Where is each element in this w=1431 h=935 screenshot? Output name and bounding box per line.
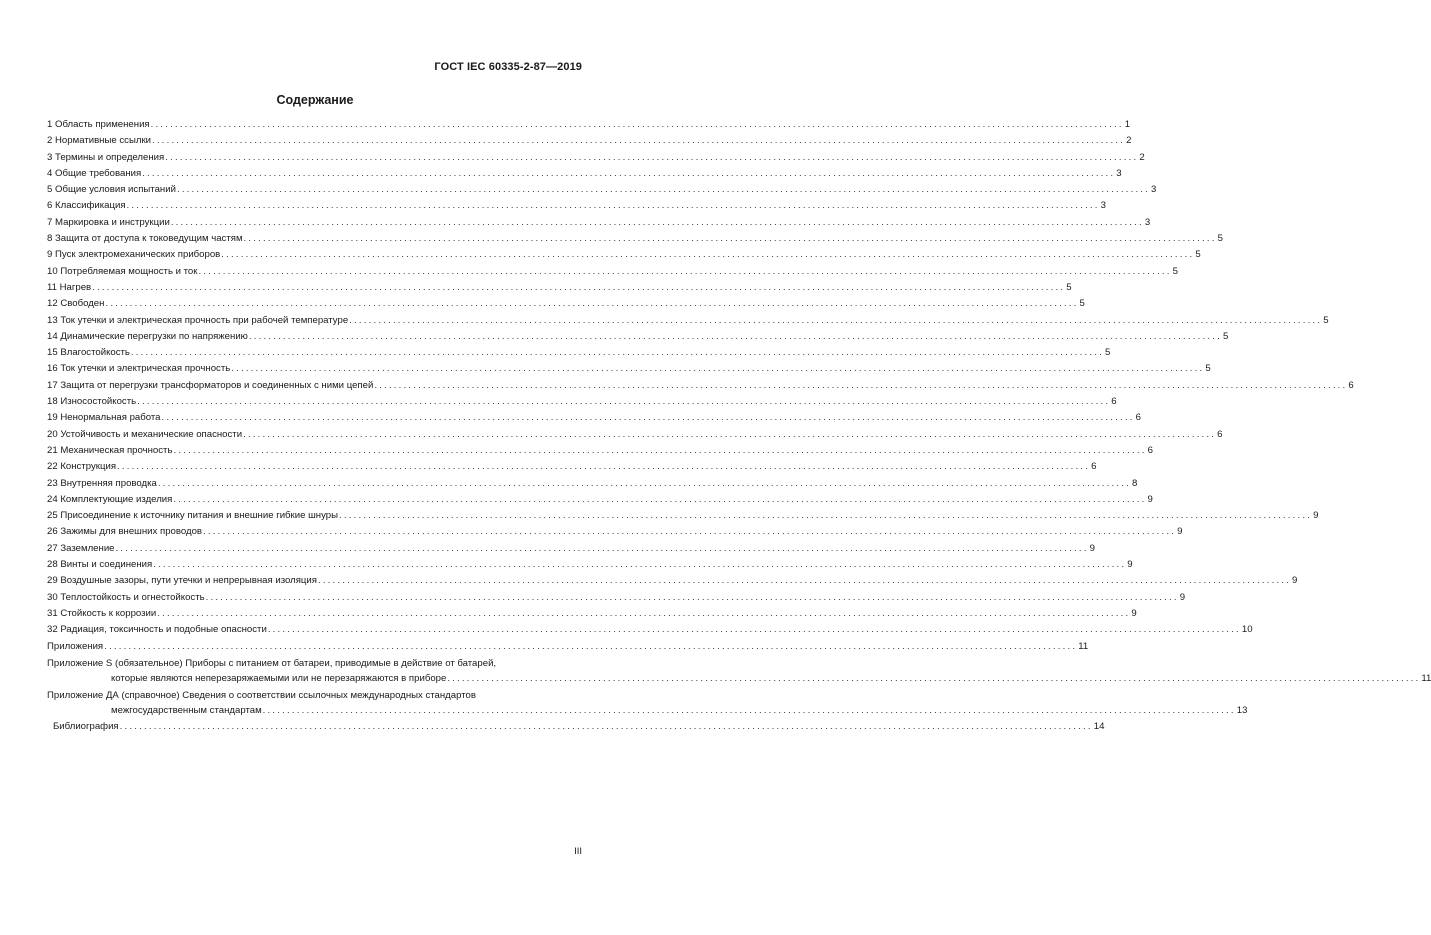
toc-entry-label: Приложения: [47, 640, 104, 652]
dot-leader: ........................................................................................................................................................................................................: [243, 428, 1217, 440]
toc-entry[interactable]: [47, 330, 1229, 347]
dot-leader: ........................................................................................................................................................................................................: [115, 542, 1089, 554]
toc-entry-page: 9: [1089, 542, 1095, 554]
dot-leader: ........................................................................................................................................................................................................: [92, 281, 1066, 293]
document-code: ГОСТ IEC 60335-2-87—2019: [434, 61, 582, 73]
dot-leader: ........................................................................................................................................................................................................: [153, 559, 1127, 571]
toc-entry-page: 6: [1135, 412, 1141, 424]
toc-entry[interactable]: [47, 363, 1211, 379]
toc-entry-label: 24 Комплектующие изделия: [47, 493, 173, 505]
dot-leader: ........................................................................................................................................................................................................: [157, 477, 1131, 489]
toc-entry-label: 5 Общие условия испытаний: [47, 184, 176, 196]
page-number: III: [574, 846, 582, 857]
toc-entry-bibliography[interactable]: [47, 721, 1105, 737]
toc-entry[interactable]: [47, 200, 1106, 216]
dot-leader: ........................................................................................................................................................................................................: [152, 135, 1126, 147]
toc-entry-page: 6: [1348, 379, 1354, 391]
toc-entry-page: 3: [1116, 167, 1122, 179]
dot-leader: ........................................................................................................................................................................................................: [248, 330, 1222, 342]
toc-entry-page: 3: [1151, 184, 1157, 196]
toc-entry-page: 5: [1217, 233, 1223, 245]
toc-entry-label: 23 Внутренняя проводка: [47, 477, 157, 489]
toc-entry-label: 26 Зажимы для внешних проводов: [47, 526, 203, 538]
dot-leader: ........................................................................................................................................................................................................: [205, 591, 1179, 603]
toc-entry[interactable]: [47, 542, 1095, 559]
toc-entry-label: 32 Радиация, токсичность и подобные опасности: [47, 624, 267, 636]
toc-entry[interactable]: [47, 607, 1137, 624]
dot-leader: ........................................................................................................................................................................................................: [173, 444, 1147, 456]
dot-leader: ........................................................................................................................................................................................................: [221, 249, 1195, 261]
toc-entry-label: Приложение ДА (справочное) Сведения о соответствии ссылочных международных стандартов: [47, 690, 476, 702]
dot-leader: ........................................................................................................................................................................................................: [173, 493, 1147, 505]
toc-entry-label: 10 Потребляемая мощность и ток: [47, 265, 198, 277]
dot-leader: ........................................................................................................................................................................................................: [157, 607, 1131, 619]
toc-entry-label: Библиография: [53, 721, 119, 733]
dot-leader: ........................................................................................................................................................................................................: [137, 396, 1111, 408]
toc-entry-page: 6: [1217, 428, 1223, 440]
toc-entry[interactable]: [47, 624, 1253, 640]
dot-leader: ........................................................................................................................................................................................................: [374, 379, 1348, 391]
toc-entry-label: 9 Пуск электромеханических приборов: [47, 249, 221, 261]
dot-leader: ........................................................................................................................................................................................................: [231, 363, 1205, 375]
toc-entry[interactable]: [47, 575, 1298, 591]
dot-leader: ........................................................................................................................................................................................................: [105, 298, 1079, 310]
toc-entry-label: 19 Ненормальная работа: [47, 412, 161, 424]
dot-leader: ........................................................................................................................................................................................................: [339, 510, 1313, 522]
toc-entry-annex-da[interactable]: [47, 690, 1248, 721]
toc-entry[interactable]: [47, 640, 1089, 657]
toc-entry-page: 5: [1172, 265, 1178, 277]
dot-leader: ........................................................................................................................................................................................................: [130, 347, 1104, 359]
dot-leader: ........................................................................................................................................................................................................: [165, 151, 1139, 163]
toc-entry-label: 28 Винты и соединения: [47, 559, 153, 571]
toc-entry[interactable]: [47, 216, 1151, 233]
toc-entry[interactable]: [47, 184, 1157, 200]
toc-entry[interactable]: [47, 379, 1354, 396]
toc-entry[interactable]: [47, 510, 1319, 526]
dot-leader: ........................................................................................................................................................................................................: [161, 412, 1135, 424]
toc-entry-label: 7 Маркировка и инструкции: [47, 216, 170, 228]
toc-entry-page: 2: [1139, 151, 1145, 163]
toc-entry-page: 9: [1179, 591, 1186, 603]
toc-entry[interactable]: [47, 314, 1329, 331]
toc-entry-label: 16 Ток утечки и электрическая прочность: [47, 363, 231, 375]
toc-entry[interactable]: [47, 135, 1132, 151]
dot-leader: ........................................................................................................................................................................................................: [142, 167, 1116, 179]
toc-entry-page: 10: [1241, 624, 1253, 636]
dot-leader: ........................................................................................................................................................................................................: [267, 624, 1241, 636]
dot-leader: ........................................................................................................................................................................................................: [117, 461, 1091, 473]
toc-entry-label: 27 Заземление: [47, 542, 115, 554]
dot-leader: ........................................................................................................................................................................................................: [126, 200, 1100, 212]
dot-leader: ........................................................................................................................................................................................................: [198, 265, 1172, 277]
toc-entry[interactable]: [47, 167, 1122, 184]
toc-entry-label: 14 Динамические перегрузки по напряжению: [47, 330, 248, 342]
toc-entry-page: 5: [1222, 330, 1229, 342]
toc-entry-label: 18 Износостойкость: [47, 396, 137, 408]
toc-entry-page: 6: [1111, 396, 1117, 408]
toc-entry[interactable]: [47, 151, 1145, 168]
dot-leader: ........................................................................................................................................................................................................: [150, 119, 1124, 130]
toc-entry-page: 2: [1126, 135, 1132, 147]
toc-entry[interactable]: [47, 412, 1141, 428]
toc-entry-page: 5: [1079, 298, 1085, 310]
toc-entry[interactable]: [47, 444, 1153, 461]
toc-entry-label: 25 Присоединение к источнику питания и внешние гибкие шнуры: [47, 510, 339, 522]
toc-entry-page: 3: [1100, 200, 1106, 212]
toc-entry-label: 31 Стойкость к коррозии: [47, 607, 157, 619]
dot-leader: ........................................................................................................................................................................................................: [119, 721, 1093, 733]
toc-entry-label: 21 Механическая прочность: [47, 444, 173, 456]
dot-leader: ........................................................................................................................................................................................................: [447, 672, 1421, 684]
toc-entry-page: 1: [1124, 119, 1131, 130]
dot-leader: ........................................................................................................................................................................................................: [243, 233, 1217, 245]
toc-entry-page: 9: [1313, 510, 1319, 522]
toc-entry-page: 9: [1147, 493, 1153, 505]
dot-leader: ........................................................................................................................................................................................................: [203, 526, 1177, 538]
dot-leader: ........................................................................................................................................................................................................: [262, 705, 1236, 717]
toc-entry-page: 6: [1091, 461, 1097, 473]
toc-entry[interactable]: [47, 249, 1201, 265]
toc-entry-page: 6: [1147, 444, 1153, 456]
toc-entry-label: 4 Общие требования: [47, 167, 142, 179]
toc-entry-page: 5: [1323, 314, 1329, 326]
dot-leader: ........................................................................................................................................................................................................: [317, 575, 1292, 587]
toc-entry-page: 13: [1236, 705, 1248, 717]
toc-entry-page: 5: [1066, 281, 1072, 293]
toc-entry-label: 6 Классификация: [47, 200, 126, 212]
toc-entry-page: 5: [1205, 363, 1211, 375]
toc-entry[interactable]: [47, 396, 1117, 412]
toc-entry-label: 17 Защита от перегрузки трансформаторов и соединенных с ними цепей: [47, 379, 374, 391]
toc-entry[interactable]: [47, 233, 1223, 249]
toc-entry-page: 11: [1078, 640, 1089, 652]
toc-entry-label: 1 Область применения: [47, 119, 150, 130]
toc-entry-label: Приложение S (обязательное) Приборы с питанием от батареи, приводимые в действие от батарей,: [47, 657, 497, 669]
toc-entry-page: 8: [1131, 477, 1138, 489]
toc-entry-label: 13 Ток утечки и электрическая прочность при рабочей температуре: [47, 314, 349, 326]
toc-entry-page: 3: [1144, 216, 1151, 228]
toc-entry[interactable]: [47, 493, 1153, 510]
toc-entry[interactable]: [47, 281, 1072, 298]
toc-title: Содержание: [276, 93, 354, 107]
toc-entry[interactable]: [47, 428, 1223, 445]
toc-entry-label: 30 Теплостойкость и огнестойкость: [47, 591, 205, 603]
toc-entry-label: которые являются неперезаряжаемыми или не перезаряжаются в приборе: [111, 672, 447, 684]
toc-entry-page: 11: [1421, 672, 1431, 684]
toc-entry[interactable]: [47, 265, 1178, 282]
dot-leader: ........................................................................................................................................................................................................: [176, 184, 1151, 196]
toc-entry-page: 5: [1105, 347, 1111, 359]
toc-entry[interactable]: [47, 347, 1111, 363]
toc-entry[interactable]: [47, 298, 1085, 314]
table-of-contents: [47, 119, 1431, 738]
dot-leader: ........................................................................................................................................................................................................: [170, 216, 1144, 228]
toc-entry-annex-s[interactable]: [47, 657, 1431, 689]
toc-entry-label: 22 Конструкция: [47, 461, 117, 473]
dot-leader: ........................................................................................................................................................................................................: [104, 640, 1078, 652]
toc-entry[interactable]: [47, 119, 1131, 135]
toc-entry-page: 9: [1177, 526, 1183, 538]
toc-entry[interactable]: [47, 477, 1138, 494]
toc-entry-label: 3 Термины и определения: [47, 151, 165, 163]
toc-entry[interactable]: [47, 559, 1133, 575]
toc-entry-label: 8 Защита от доступа к токоведущим частям: [47, 233, 243, 245]
dot-leader: ........................................................................................................................................................................................................: [349, 314, 1323, 326]
toc-entry-label: 20 Устойчивость и механические опасности: [47, 428, 243, 440]
toc-entry-label: 12 Свободен: [47, 298, 105, 310]
toc-entry-label: 15 Влагостойкость: [47, 347, 130, 359]
toc-entry-page: 9: [1131, 607, 1137, 619]
toc-entry-label: межгосударственным стандартам: [111, 705, 262, 717]
toc-entry-page: 5: [1195, 249, 1201, 261]
toc-entry-label: 2 Нормативные ссылки: [47, 135, 152, 147]
toc-entry[interactable]: [47, 591, 1186, 608]
toc-entry-label: 29 Воздушные зазоры, пути утечки и непрерывная изоляция: [47, 575, 317, 587]
toc-entry-label: 11 Нагрев: [47, 281, 92, 293]
toc-entry-page: 9: [1127, 559, 1133, 571]
toc-entry-page: 14: [1093, 721, 1105, 733]
toc-entry[interactable]: [47, 526, 1183, 542]
toc-entry[interactable]: [47, 461, 1097, 477]
toc-entry-page: 9: [1292, 575, 1298, 587]
